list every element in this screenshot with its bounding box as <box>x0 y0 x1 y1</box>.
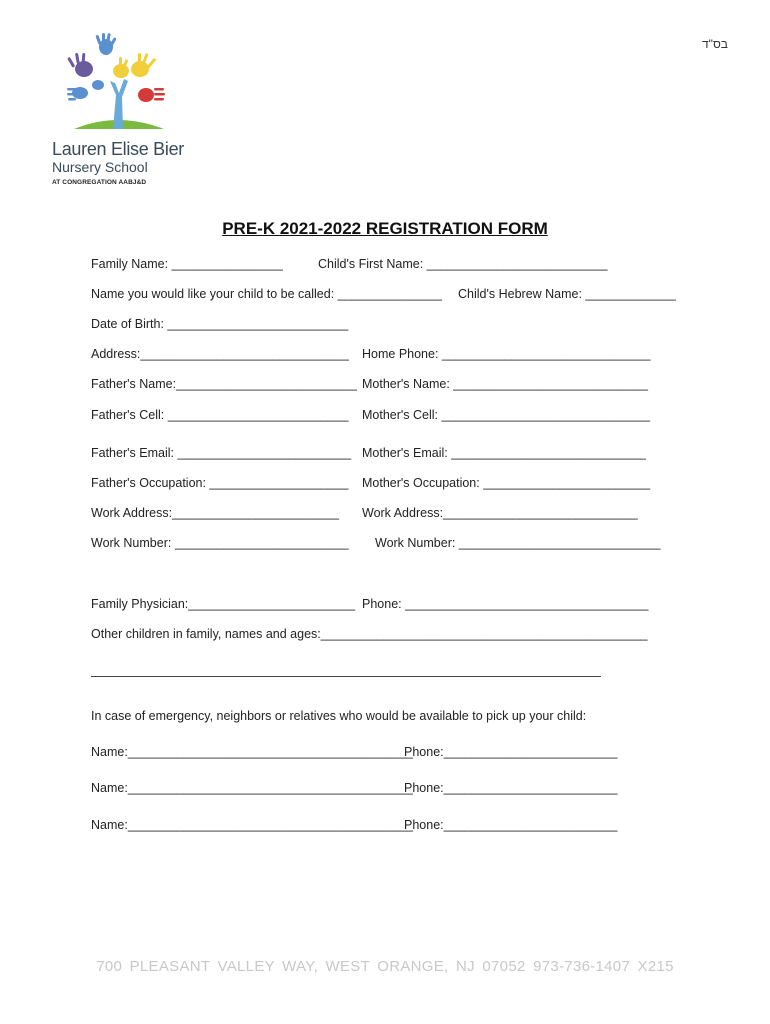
father-work-address-field[interactable]: Work Address:________________________ <box>91 506 339 520</box>
father-cell-field[interactable]: Father's Cell: __________________________ <box>91 408 349 422</box>
emergency-phone-field-2[interactable]: Phone:_________________________ <box>404 781 618 795</box>
handprint-tree-icon <box>66 33 170 135</box>
emergency-intro-text: In case of emergency, neighbors or relatives who would be available to pick up your child: <box>91 709 587 723</box>
dob-field[interactable]: Date of Birth: __________________________ <box>91 317 349 331</box>
emergency-phone-field-3[interactable]: Phone:_________________________ <box>404 818 618 832</box>
other-children-continuation-line[interactable] <box>91 666 601 677</box>
physician-field[interactable]: Family Physician:________________________ <box>91 597 356 611</box>
physician-phone-field[interactable]: Phone: ___________________________________ <box>362 597 649 611</box>
school-address-footer: 700 PLEASANT VALLEY WAY, WEST ORANGE, NJ 07052 973-736-1407 X215 <box>96 958 674 975</box>
emergency-phone-field-1[interactable]: Phone:_________________________ <box>404 745 618 759</box>
home-phone-field[interactable]: Home Phone: ______________________________ <box>362 347 651 361</box>
mother-name-field[interactable]: Mother's Name: ____________________________ <box>362 377 648 391</box>
emergency-name-field-2[interactable]: Name:_________________________________________ <box>91 781 413 795</box>
mother-occupation-field[interactable]: Mother's Occupation: ________________________ <box>362 476 651 490</box>
father-occupation-field[interactable]: Father's Occupation: ____________________ <box>91 476 349 490</box>
father-name-field[interactable]: Father's Name:__________________________ <box>91 377 357 391</box>
family-name-field[interactable]: Family Name: ________________ <box>91 257 283 271</box>
other-children-field[interactable]: Other children in family, names and ages:_______________________________________________ <box>91 627 648 641</box>
school-subtitle: Nursery School <box>52 159 148 175</box>
school-logo <box>50 33 185 193</box>
emergency-name-field-1[interactable]: Name:_________________________________________ <box>91 745 413 759</box>
mother-work-address-field[interactable]: Work Address:____________________________ <box>362 506 638 520</box>
child-first-name-field[interactable]: Child's First Name: __________________________ <box>318 257 608 271</box>
emergency-name-field-3[interactable]: Name:_________________________________________ <box>91 818 413 832</box>
hebrew-name-field[interactable]: Child's Hebrew Name: _____________ <box>458 287 676 301</box>
hebrew-mark: בס"ד <box>702 37 728 51</box>
form-title-text: PRE-K 2021-2022 REGISTRATION FORM <box>222 219 548 238</box>
school-name: Lauren Elise Bier <box>52 139 184 159</box>
mother-work-number-field[interactable]: Work Number: _____________________________ <box>375 536 661 550</box>
address-field[interactable]: Address:______________________________ <box>91 347 349 361</box>
mother-cell-field[interactable]: Mother's Cell: ______________________________ <box>362 408 651 422</box>
called-name-field[interactable]: Name you would like your child to be called: _______________ <box>91 287 442 301</box>
form-title <box>0 219 770 239</box>
mother-email-field[interactable]: Mother's Email: ____________________________ <box>362 446 646 460</box>
father-work-number-field[interactable]: Work Number: _________________________ <box>91 536 349 550</box>
school-tagline: AT CONGREGATION AABJ&D <box>52 179 147 186</box>
father-email-field[interactable]: Father's Email: _________________________ <box>91 446 352 460</box>
